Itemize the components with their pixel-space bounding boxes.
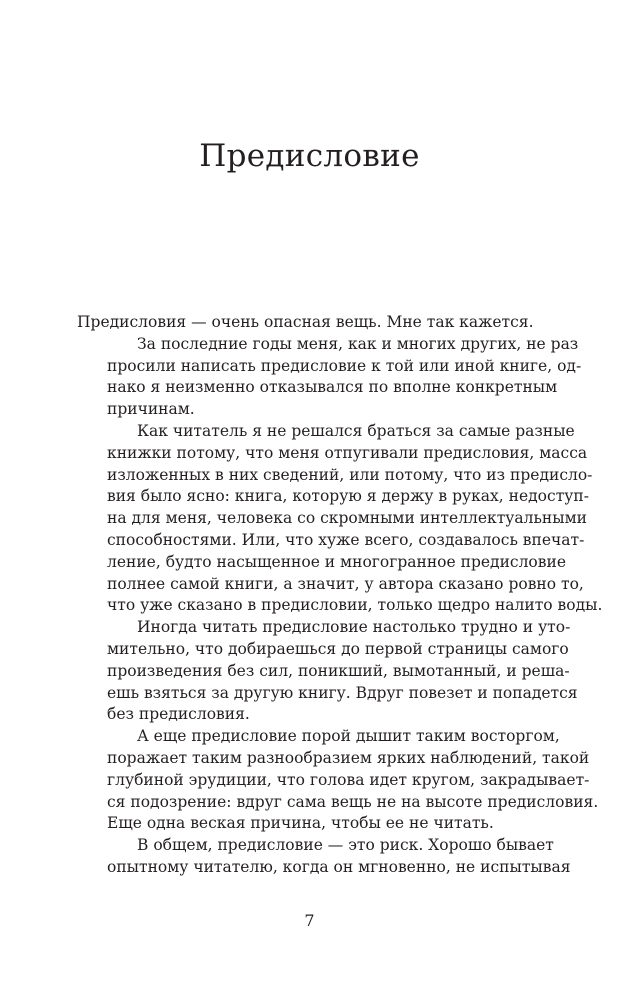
text-line: ся подозрение: вдруг сама вещь не на высоте предисловия. bbox=[107, 792, 599, 811]
text-line: Как читатель я не решался браться за самые разные bbox=[137, 421, 575, 440]
text-line: Еще одна веская причина, чтобы ее не читать. bbox=[107, 814, 494, 833]
text-line: Предисловия — очень опасная вещь. Мне так кажется. bbox=[77, 313, 534, 331]
text-line: что уже сказано в предисловии, только щедро налито воды. bbox=[107, 596, 603, 615]
text-line: книжки потому, что меня отпугивали предисловия, масса bbox=[107, 443, 588, 462]
text-line: За последние годы меня, как и многих других, не раз bbox=[137, 334, 579, 353]
text-line: вия было ясно: книга, которую я держу в руках, недоступ- bbox=[107, 487, 589, 506]
text-line: поражает таким разнообразием ярких наблюдений, такой bbox=[107, 748, 590, 767]
text-line: нако я неизменно отказывался по вполне конкретным bbox=[107, 378, 558, 397]
text-line: В общем, предисловие — это риск. Хорошо бывает bbox=[137, 836, 554, 855]
text-line: способностями. Или, что хуже всего, создавалось впечат- bbox=[107, 530, 585, 549]
text-line: причинам. bbox=[107, 400, 195, 419]
text-line: ешь взяться за другую книгу. Вдруг повезет и попадется bbox=[107, 683, 578, 702]
paragraph bbox=[77, 334, 582, 421]
text-line: мительно, что добираешься до первой страницы самого bbox=[107, 639, 569, 658]
body-text bbox=[77, 312, 603, 879]
text-line: ление, будто насыщенное и многогранное предисловие bbox=[107, 552, 566, 571]
text-line: А еще предисловие порой дышит таким восторгом, bbox=[137, 727, 560, 746]
page-number: 7 bbox=[304, 911, 315, 930]
text-line: изложенных в них сведений, или потому, что из предисло- bbox=[107, 465, 593, 484]
paragraph bbox=[77, 312, 542, 334]
text-line: полнее самой книги, а значит, у автора сказано ровно то, bbox=[107, 574, 584, 593]
paragraph bbox=[77, 617, 578, 726]
paragraph bbox=[77, 835, 571, 879]
chapter-title: Предисловие bbox=[199, 138, 420, 174]
text-line: на для меня, человека со скромными интеллектуальными bbox=[107, 509, 587, 528]
paragraph bbox=[77, 726, 599, 835]
paragraph bbox=[77, 421, 603, 617]
text-line: глубиной эрудиции, что голова идет кругом, закрадывает- bbox=[107, 770, 590, 789]
text-line: без предисловия. bbox=[107, 705, 250, 724]
text-line: опытному читателю, когда он мгновенно, не испытывая bbox=[107, 857, 571, 876]
text-line: Иногда читать предисловие настолько трудно и уто- bbox=[137, 618, 571, 637]
text-line: произведения без сил, поникший, вымотанный, и реша- bbox=[107, 661, 570, 680]
text-line: просили написать предисловие к той или иной книге, од- bbox=[107, 356, 582, 375]
